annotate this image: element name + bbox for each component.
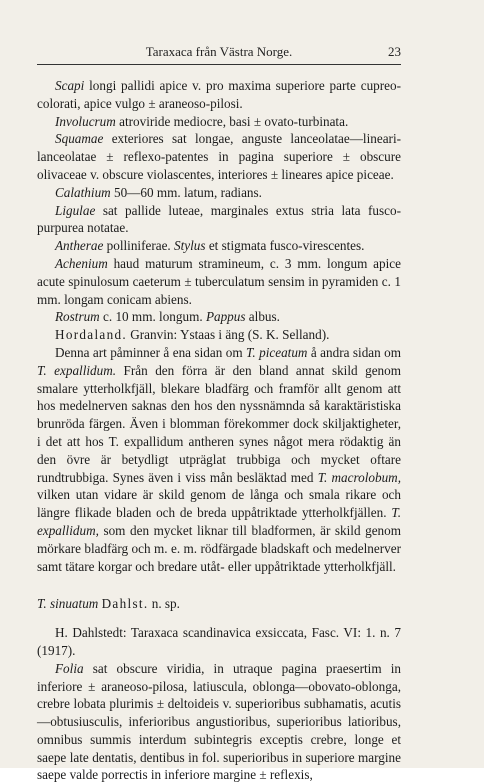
paragraph-achenium <box>37 255 401 308</box>
discussion-text-1: Denna art påminner å ena sidan om <box>55 344 247 360</box>
taxon-expallidum-2: T. expallidum, <box>37 505 401 538</box>
species-author: Dahlst. <box>101 596 149 612</box>
citation-text: H. Dahlstedt: Taraxaca scandinavica exsiccata, Fasc. VI: 1. n. 7 (1917). <box>37 625 401 658</box>
locality-text: Granvin: Ystaas i äng (S. K. Selland). <box>126 327 330 343</box>
term-ligulae: Ligulae <box>55 202 96 218</box>
taxon-piceatum: T. piceatum <box>246 344 308 360</box>
term-rostrum: Rostrum <box>55 309 100 325</box>
paragraph-scapi <box>37 77 401 113</box>
taxon-expallidum-1: T. expallidum. <box>37 362 117 378</box>
text-achenium: haud maturum stramineum, c. 3 mm. longum apice acute spinulosum caeterum ± tuberculatum sensim in pyramiden c. 1 mm. longam conicam abiens. <box>37 255 401 307</box>
species-heading <box>37 595 401 613</box>
term-pappus: Pappus <box>205 309 246 325</box>
taxon-macrolobum: T. macrolobum, <box>317 469 401 485</box>
running-header <box>37 44 401 62</box>
term-calathium: Calathium <box>55 184 111 200</box>
text-pappus: albus. <box>245 309 280 325</box>
paragraph-locality <box>37 326 401 344</box>
term-stylus: Stylus <box>174 238 206 254</box>
page-number: 23 <box>388 44 401 59</box>
text-ligulae: sat pallide luteae, marginales extus stria lata fusco-purpurea notatae. <box>37 202 401 236</box>
paragraph-discussion <box>37 344 401 575</box>
paragraph-squamae <box>37 130 401 183</box>
species-status: n. sp. <box>148 596 180 612</box>
term-achenium: Achenium <box>55 255 108 271</box>
discussion-text-3: Från den förra är den bland annat skild genom smalare ytterholkfjäll, blekare bladfärg och framför allt genom att hos medelnerven saknas den hos den nyssnämnda så karaktäristiska brunröda färgen. Även i blomman förekommer dock skiljaktigheter, i det att hos T. expallidum antheren synes något mera rödaktig än den övre är betydligt utpräglat trubbiga och mycket oftare rundtrubbiga. Synes även i viss mån besläktad med <box>37 362 401 485</box>
discussion-text-2: å andra sidan om <box>307 344 402 360</box>
term-involucrum: Involucrum <box>55 113 116 129</box>
text-stylus: et stigmata fusco-virescentes. <box>205 238 365 254</box>
paragraph-antherae <box>37 237 401 255</box>
text-scapi: longi pallidi apice v. pro maxima superiore parte cupreo-colorati, apice vulgo ± araneoso-pilosi. <box>37 78 401 111</box>
running-title: Taraxaca från Västra Norge. <box>145 44 293 59</box>
text-antherae: polliniferae. <box>103 238 175 254</box>
species-name: T. sinuatum <box>37 596 99 612</box>
header-rule <box>37 64 401 65</box>
paragraph-citation <box>37 624 401 660</box>
term-squamae: Squamae <box>55 131 104 147</box>
discussion-text-4: vilken utan vidare är skild genom de långa och smala rikare och längre flikade bladen och de breda uppåtriktade ytterholkfjällen. <box>37 487 401 521</box>
text-squamae: exteriores sat longae, anguste lanceolatae—lineari-lanceolatae ± reflexo-patentes in pagina superiore ± obscure olivaceae v. obscure violascentes, interiores ± lineares apice piceae. <box>37 131 401 182</box>
paragraph-involucrum <box>37 113 401 131</box>
text-folia: sat obscure viridia, in utraque pagina praesertim in inferiore ± araneoso-pilosa, latiuscula, oblonga—obovato-oblonga, crebre lobata plurimis ± deltoideis v. superioribus subhamatis, acutis—obtusiusculis, inferioribus angustioribus, superioribus latioribus, omnibus summis interdum subintegris exceptis crebre, longe et saepe late dentatis, dentibus in fol. superioribus in superiore margine saepe valde porrectis in inferiore margine ± reflexis, <box>37 660 401 783</box>
body-text <box>37 77 401 784</box>
paragraph-folia <box>37 660 401 784</box>
text-involucrum: atroviride mediocre, basi ± ovato-turbinata. <box>115 113 349 129</box>
paragraph-calathium <box>37 184 401 202</box>
paragraph-rostrum <box>37 308 401 326</box>
term-antherae: Antherae <box>55 238 104 254</box>
term-scapi: Scapi <box>55 78 85 93</box>
locality-region: Hordaland. <box>55 327 127 343</box>
text-calathium: 50—60 mm. latum, radians. <box>110 184 262 200</box>
term-folia: Folia <box>55 660 84 676</box>
text-rostrum: c. 10 mm. longum. <box>99 309 206 325</box>
paragraph-ligulae <box>37 202 401 238</box>
discussion-text-5: som den mycket liknar till bladformen, är skild genom mörkare bladfärg och m. e. m. rödfärgade bladskaft och medelnerver samt tätare korgar och bredare utåt- eller uppåtriktade ytterholkfjäll. <box>37 522 401 574</box>
